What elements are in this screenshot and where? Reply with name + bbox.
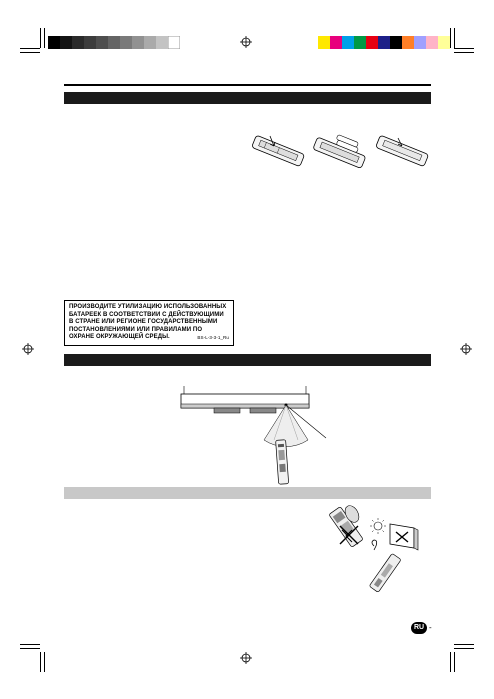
battery-disposal-notice	[64, 300, 234, 346]
color-swatch	[426, 36, 438, 49]
section-header-band	[64, 92, 431, 104]
registration-mark-icon	[240, 36, 252, 48]
gray-swatch	[48, 36, 60, 49]
registration-mark-icon	[22, 343, 34, 355]
header-rule	[64, 84, 431, 86]
color-swatch	[318, 36, 330, 49]
color-swatch	[366, 36, 378, 49]
notice-code: BS-L-3-3-1_Ru	[197, 335, 229, 341]
gray-swatch	[72, 36, 84, 49]
color-swatch	[330, 36, 342, 49]
color-swatch	[438, 36, 450, 49]
section-header-band	[64, 487, 431, 499]
gray-swatch	[144, 36, 156, 49]
color-swatch	[414, 36, 426, 49]
page-language-badge: RU	[411, 622, 427, 634]
remote-battery-icon	[248, 132, 306, 170]
section-header-band	[64, 354, 431, 366]
no-direct-light-icon	[330, 500, 430, 596]
color-swatch	[354, 36, 366, 49]
remote-battery-icon	[310, 132, 368, 170]
registration-mark-icon	[240, 652, 252, 664]
color-swatch	[342, 36, 354, 49]
remote-battery-icon	[372, 132, 430, 170]
gray-swatch	[120, 36, 132, 49]
tv-remote-sensor-icon	[176, 386, 332, 486]
color-swatch	[402, 36, 414, 49]
gray-swatch	[84, 36, 96, 49]
disposal-notice-text: ПРОИЗВОДИТЕ УТИЛИЗАЦИЮ ИСПОЛЬЗОВАННЫХ БАТАРЕЕК В СООТВЕТСТВИИ С ДЕЙСТВУЮЩИМИ В СТРАНЕ ИЛИ РЕГИОНЕ ГОСУДАРСТВЕННЫМИ ПОСТАНОВЛЕНИЯМИ ИЛИ ПРАВИЛАМИ ПО ОХРАНЕ ОКРУЖАЮЩЕЙ СРЕДЫ.	[69, 304, 227, 341]
gray-swatch	[96, 36, 108, 49]
color-swatch	[378, 36, 390, 49]
gray-swatch	[60, 36, 72, 49]
registration-mark-icon	[460, 343, 472, 355]
page-number-dash: -	[429, 623, 432, 632]
gray-swatch	[156, 36, 168, 49]
color-swatch	[390, 36, 402, 49]
gray-swatch	[168, 36, 180, 49]
gray-swatch	[108, 36, 120, 49]
gray-swatch	[132, 36, 144, 49]
